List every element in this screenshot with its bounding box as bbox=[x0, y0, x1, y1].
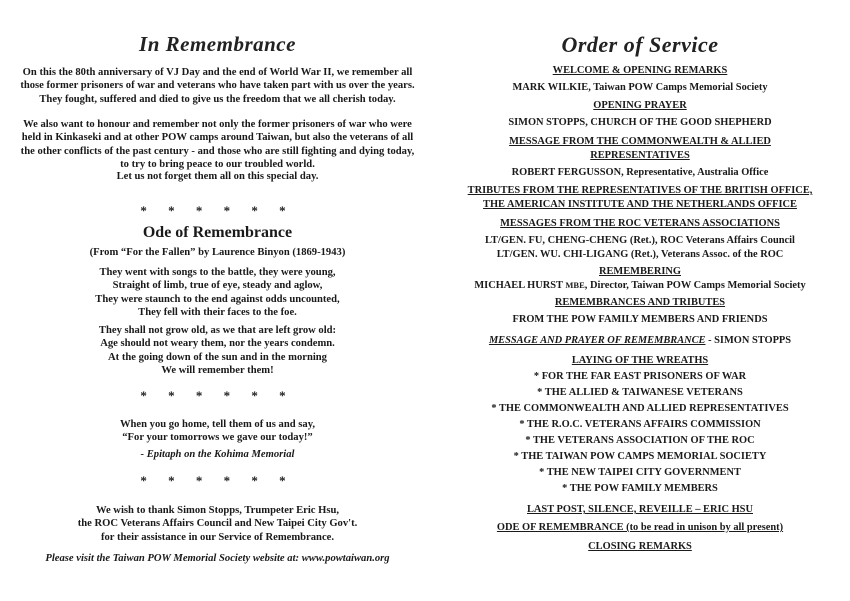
thanks-line: We wish to thank Simon Stopps, Trumpeter Eric Hsu, bbox=[95, 505, 340, 516]
prayer-speaker: SIMON STOPPS, CHURCH OF THE GOOD SHEPHERD bbox=[508, 117, 772, 128]
kohima-line: “For your tomorrows we gave our today!” bbox=[122, 432, 313, 444]
wreath-item: * FOR THE FAR EAST PRISONERS OF WAR bbox=[533, 371, 747, 382]
message-heading-line: REPRESENTATIVES bbox=[590, 149, 690, 161]
welcome-speaker: MARK WILKIE, Taiwan POW Camps Memorial Society bbox=[512, 82, 768, 93]
message-prayer-speaker: - SIMON STOPPS bbox=[705, 335, 792, 346]
honour-paragraph: We also want to honour and remember not only the former prisoners of war who were held in Kinkaseki and at other POW camps around Taiwan, but also the veterans of all the other conflicts of the past century - and those who are still fighting and dying today, to try to bring peace to our troubled world. bbox=[20, 119, 415, 171]
message-heading-line: MESSAGE FROM THE COMMONWEALTH & ALLIED bbox=[509, 136, 771, 147]
verse-line: Straight of limb, true of eye, steady and aglow, bbox=[112, 280, 323, 292]
website-note: Please visit the Taiwan POW Memorial Society website at: www.powtaiwan.org bbox=[45, 553, 390, 564]
thanks-line: for their assistance in our Service of Remembrance. bbox=[100, 531, 334, 543]
kohima-line: When you go home, tell them of us and say, bbox=[119, 419, 316, 430]
verse-one bbox=[20, 266, 415, 320]
verse-line: At the going down of the sun and in the morning bbox=[108, 351, 327, 363]
message-prayer-title: MESSAGE AND PRAYER OF REMEMBRANCE bbox=[488, 335, 706, 346]
remembrances-sub: FROM THE POW FAMILY MEMBERS AND FRIENDS bbox=[512, 314, 768, 325]
epitaph-credit: - Epitaph on the Kohima Memorial bbox=[140, 449, 295, 460]
ode-title: Ode of Remembrance bbox=[142, 224, 293, 241]
roc-speaker-line: LT/GEN. FU, CHENG-CHENG (Ret.), ROC Veterans Affairs Council bbox=[485, 235, 795, 246]
verse-line: Age should not weary them, nor the years condemn. bbox=[100, 338, 335, 350]
welcome-heading: WELCOME & OPENING REMARKS bbox=[552, 65, 728, 76]
verse-line: They went with songs to the battle, they were young, bbox=[99, 267, 336, 278]
remembrances-heading: REMEMBRANCES AND TRIBUTES bbox=[554, 297, 726, 308]
ode-unison-heading: ODE OF REMEMBRANCE (to be read in unison by all present) bbox=[496, 522, 784, 533]
tributes-heading bbox=[440, 184, 840, 211]
order-of-service-title: Order of Service bbox=[561, 32, 719, 57]
wreath-item: * THE ALLIED & TAIWANESE VETERANS bbox=[537, 387, 743, 398]
message-heading bbox=[440, 135, 840, 162]
thanks-line: the ROC Veterans Affairs Council and New Taipei City Gov't. bbox=[77, 518, 358, 530]
kohima-verse bbox=[20, 418, 415, 445]
remembering-name: MICHAEL HURST bbox=[474, 280, 563, 291]
remembering-honour: MBE bbox=[565, 280, 585, 290]
last-post-heading: LAST POST, SILENCE, REVEILLE – ERIC HSU bbox=[527, 504, 753, 515]
wreaths-heading: LAYING OF THE WREATHS bbox=[571, 355, 709, 366]
verse-line: They fell with their faces to the foe. bbox=[138, 307, 297, 319]
wreath-item: * THE TAIWAN POW CAMPS MEMORIAL SOCIETY bbox=[513, 451, 767, 462]
wreath-item: * THE COMMONWEALTH AND ALLIED REPRESENTATIVES bbox=[491, 403, 789, 414]
remembering-role: , Director, Taiwan POW Camps Memorial Society bbox=[584, 280, 806, 291]
wreath-item: * THE POW FAMILY MEMBERS bbox=[562, 483, 718, 494]
wreath-item: * THE NEW TAIPEI CITY GOVERNMENT bbox=[539, 467, 741, 478]
remembering-heading: REMEMBERING bbox=[599, 266, 681, 277]
closing-heading: CLOSING REMARKS bbox=[588, 541, 692, 552]
stars-divider-2: * * * * * * bbox=[140, 388, 295, 403]
wreaths-list bbox=[440, 369, 840, 497]
thanks-paragraph bbox=[20, 504, 415, 544]
verse-two bbox=[20, 324, 415, 378]
tributes-heading-line: THE AMERICAN INSTITUTE AND THE NETHERLANDS OFFICE bbox=[483, 198, 797, 210]
message-prayer-line bbox=[440, 334, 840, 348]
remembering-line bbox=[440, 279, 840, 293]
message-speaker: ROBERT FERGUSSON, Representative, Australia Office bbox=[511, 167, 769, 178]
stars-divider-3: * * * * * * bbox=[140, 473, 295, 488]
roc-speaker-line: LT/GEN. WU. CHI-LIGANG (Ret.), Veterans Assoc. of the ROC bbox=[496, 248, 784, 260]
roc-speakers bbox=[440, 234, 840, 261]
verse-line: They were staunch to the end against odds uncounted, bbox=[95, 293, 340, 305]
intro-paragraph: On this the 80th anniversary of VJ Day and the end of World War II, we remember all those former prisoners of war and veterans who have taken part with us over the years. They fought, suffered and died to give us the freedom that we all cherish today. bbox=[20, 67, 415, 105]
prayer-heading: OPENING PRAYER bbox=[593, 100, 687, 111]
verse-line: We will remember them! bbox=[161, 365, 274, 377]
tributes-heading-line: TRIBUTES FROM THE REPRESENTATIVES OF THE BRITISH OFFICE, bbox=[467, 185, 813, 196]
roc-heading: MESSAGES FROM THE ROC VETERANS ASSOCIATIONS bbox=[500, 218, 780, 229]
stars-divider-1: * * * * * * bbox=[140, 203, 295, 218]
wreath-item: * THE VETERANS ASSOCIATION OF THE ROC bbox=[525, 435, 755, 446]
remembrance-title: In Remembrance bbox=[139, 32, 296, 56]
not-forget-line: Let us not forget them all on this special day. bbox=[116, 171, 319, 182]
verse-line: They shall not grow old, as we that are left grow old: bbox=[98, 325, 337, 336]
ode-source: (From “For the Fallen” by Laurence Binyon (1869-1943) bbox=[89, 247, 346, 258]
wreath-item: * THE R.O.C. VETERANS AFFAIRS COMMISSION bbox=[519, 419, 761, 430]
